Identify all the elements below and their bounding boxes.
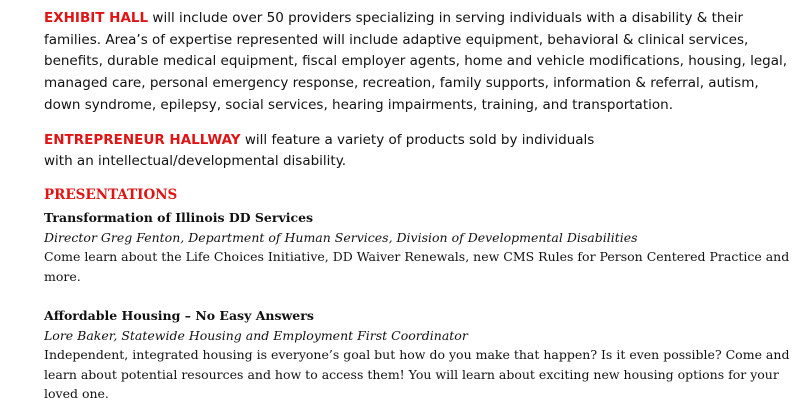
session-speaker: Director Greg Fenton, Department of Human Services, Division of Developmental Disabilities	[44, 229, 638, 245]
exhibit-hall-text: will include over 50 providers specializing in serving individuals with a disability & their families. Area’s of expertise represented will include adaptive equipment, behavioral & clinical services, benefits, durable medical equipment, fiscal employer agents, home and vehicle modifications, housing, legal, managed care, personal emergency response, recreation, family supports, information & referral, autism, down syndrome, epilepsy, social services, hearing impairments, training, and transportation.	[44, 10, 788, 113]
session-speaker: Lore Baker, Statewide Housing and Employment First Coordinator	[44, 327, 468, 343]
session-description: Come learn about the Life Choices Initiative, DD Waiver Renewals, new CMS Rules for Person Centered Practice and more.	[44, 249, 790, 284]
exhibit-hall-heading: EXHIBIT HALL	[44, 10, 149, 26]
session-title: Affordable Housing – No Easy Answers	[44, 308, 314, 323]
presentation-session	[44, 306, 794, 404]
session-title: Transformation of Illinois DD Services	[44, 210, 314, 225]
entrepreneur-hallway-paragraph	[44, 130, 624, 172]
presentation-session	[44, 208, 794, 286]
presentations-heading: PRESENTATIONS	[44, 187, 178, 203]
exhibit-hall-paragraph	[44, 8, 794, 117]
entrepreneur-hallway-text: will feature a variety of products sold by individuals with an intellectual/developmental disability.	[44, 132, 595, 169]
session-description: Independent, integrated housing is everyone’s goal but how do you make that happen? Is it even possible? Come and learn about potential resources and how to access them! You will learn about exciting new housing options for your loved one.	[44, 347, 790, 401]
entrepreneur-hallway-heading: ENTREPRENEUR HALLWAY	[44, 132, 241, 148]
